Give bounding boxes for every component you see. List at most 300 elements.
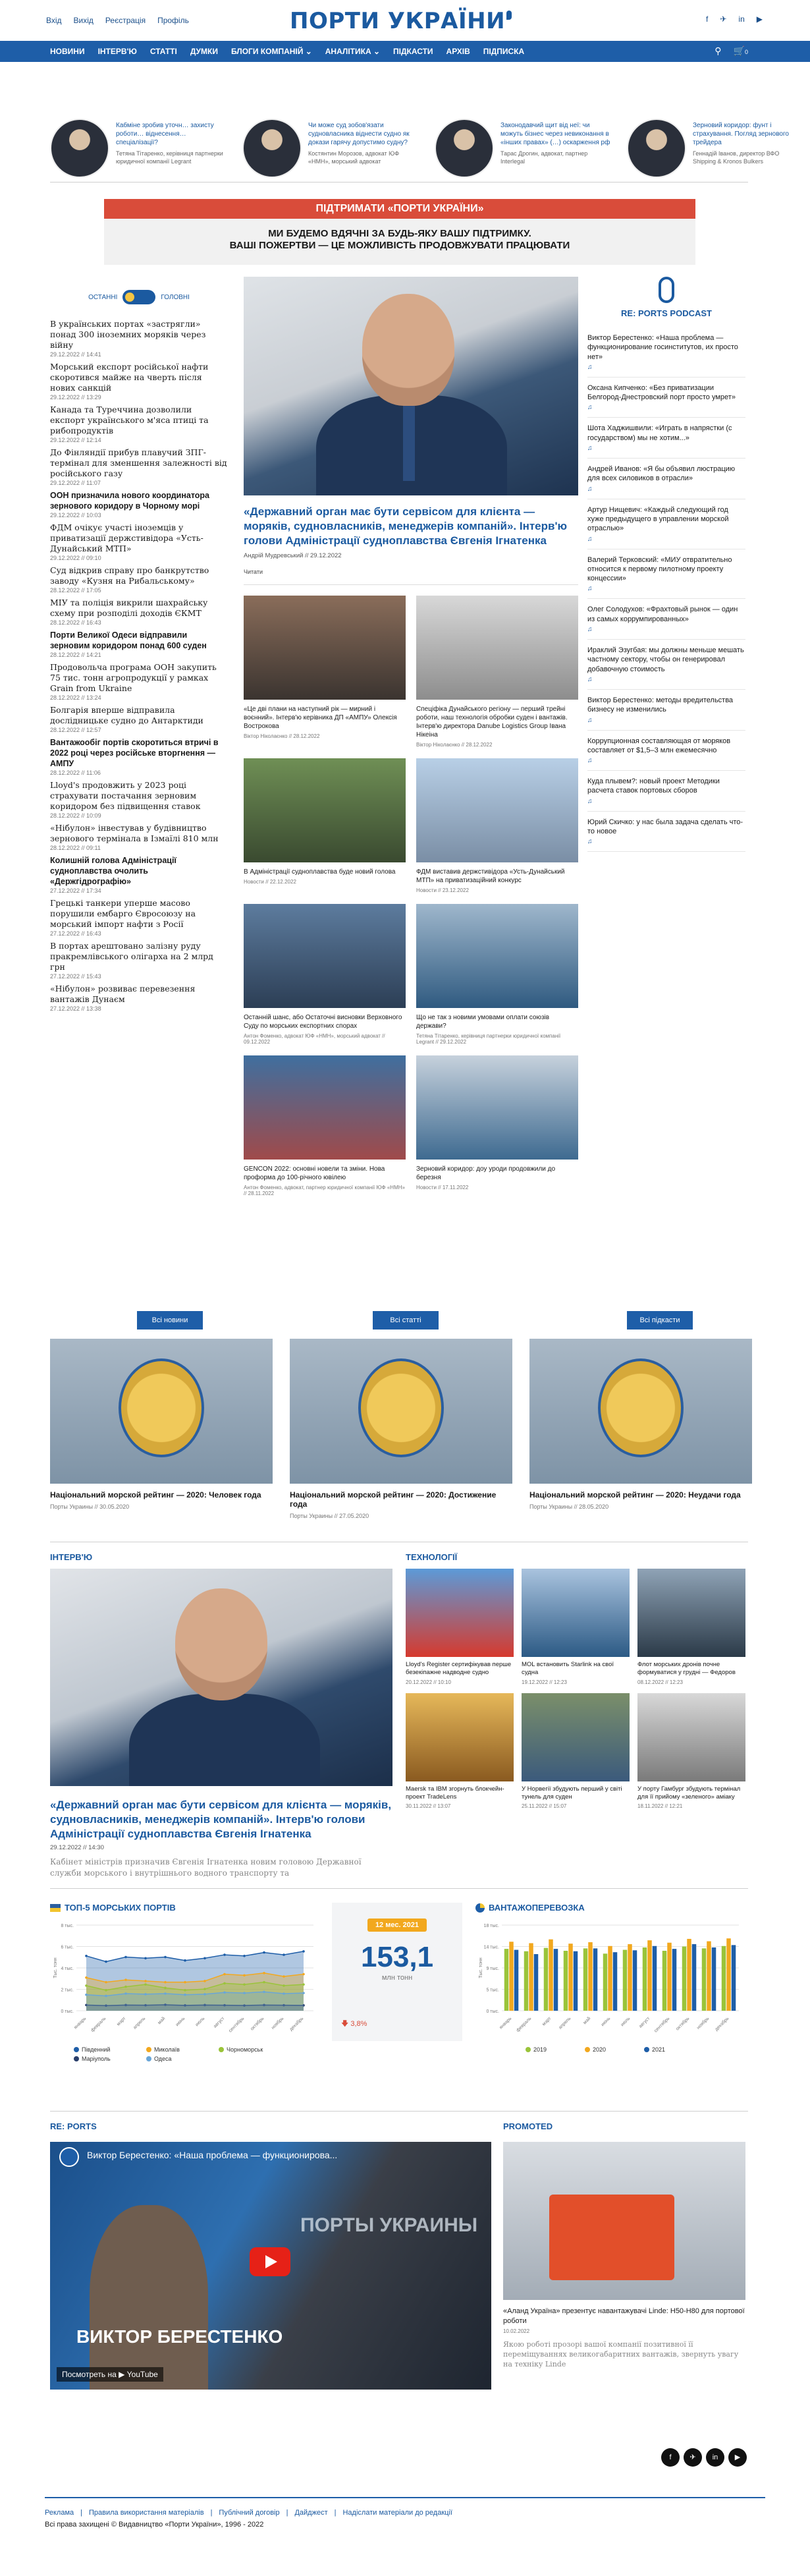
legend-label: 2021 (652, 2046, 666, 2053)
tech-image[interactable] (406, 1693, 514, 1781)
data-point (203, 1993, 206, 1996)
featured-author: Костянтин Морозов, адвокат ЮФ «НМН», морський адвокат (308, 150, 400, 165)
bar-2020 (687, 1939, 691, 2011)
interview-image[interactable] (50, 1569, 392, 1786)
podcast-title[interactable]: Ираклий Эзугбая: мы должны меньше мешать частному сектору, чтобы он генерировал добавочную стоимость (587, 646, 744, 673)
interview-excerpt: Кабінет міністрів призначив Євгенія Ігнатенка новим головою Державної служби морського і внутрішнього водного транспорту та (50, 1857, 362, 1878)
news-item[interactable] (50, 823, 228, 851)
logout-link[interactable]: Вихід (73, 16, 94, 25)
toggle-switch[interactable] (122, 290, 155, 304)
article-image[interactable] (416, 596, 578, 700)
reports-label[interactable]: RE: PORTS (50, 2121, 97, 2131)
featured-title[interactable]: Кабміне зробив уточн… захисту роботи… віднесення… спеціалізації? (116, 122, 214, 146)
bar-2020 (608, 1946, 612, 2011)
x-tick-label: май (582, 2016, 592, 2026)
news-title[interactable]: «Нібулон» інвестував у будівництво зернового термінала в Ізмаїлі 810 млн (50, 823, 219, 843)
chart-flag-icon (50, 1904, 61, 1912)
data-point (184, 1989, 186, 1992)
site-logo[interactable] (290, 8, 512, 34)
news-title[interactable]: Морський експорт російської нафти скоротився майже на чверть після нових санкцій (50, 362, 209, 393)
rating-row (50, 1339, 752, 1519)
rating-date: Порты Украины // 27.05.2020 (290, 1513, 369, 1519)
news-item[interactable] (50, 319, 228, 358)
rating-seal-icon (119, 1358, 204, 1457)
bar-2020 (509, 1942, 514, 2011)
data-point (85, 1976, 88, 1979)
article-image[interactable] (244, 1055, 406, 1160)
news-item[interactable] (50, 405, 228, 443)
nav-news[interactable]: НОВИНИ (50, 47, 85, 56)
register-link[interactable]: Реєстрація (105, 16, 146, 25)
rating-image (290, 1339, 512, 1484)
news-date: 28.12.2022 // 10:09 (50, 812, 101, 819)
tech-image[interactable] (522, 1569, 630, 1657)
kpi-unit: млн тонн (381, 1974, 413, 1982)
bar-2021 (574, 1951, 578, 2011)
y-tick-label: 18 тыс. (483, 1924, 499, 1928)
tech-title[interactable]: Флот морських дронів почне формуватися у грудні — Федоров (637, 1661, 736, 1677)
article-image[interactable] (416, 904, 578, 1008)
toggle-latest-label[interactable]: ОСТАННІ (88, 293, 118, 301)
footer-link-rules[interactable]: Правила використання матеріалів (88, 2509, 204, 2517)
footer-link-digest[interactable]: Дайджест (294, 2509, 328, 2517)
nav-articles[interactable]: СТАТТІ (149, 47, 177, 56)
article-image[interactable] (244, 596, 406, 700)
x-tick-label: декабрь (288, 2016, 305, 2032)
support-title[interactable]: ПІДТРИМАТИ «ПОРТИ УКРАЇНИ» (104, 199, 695, 219)
all-articles-button[interactable]: Всі статті (373, 1311, 439, 1330)
article-card[interactable] (416, 758, 578, 893)
podcast-item[interactable] (587, 771, 745, 812)
news-title[interactable]: Порти Великої Одеси відправили зерновим коридором понад 600 суден (50, 630, 207, 650)
bar-2019 (643, 1947, 647, 2011)
video-overlay-brand: ПОРТЫ УКРАИНЫ (300, 2214, 478, 2236)
news-item[interactable] (50, 705, 228, 733)
tech-date: 08.12.2022 // 12:23 (637, 1679, 683, 1685)
article-title[interactable]: GENCON 2022: основні новели та зміни. Нова проформа до 100-річного ювілею (244, 1165, 385, 1182)
featured-author: Тетяна Тітаренко, керівниця партнерки юридичної компанії Legrant (116, 150, 223, 165)
nav-podcasts[interactable]: ПІДКАСТИ (393, 47, 433, 56)
news-title[interactable]: Канада та Туреччина дозволили експорт українського м'яса птиці та рибопродуктів (50, 405, 209, 435)
tech-card[interactable] (522, 1569, 630, 1685)
nav-company-blogs[interactable]: БЛОГИ КОМПАНІЙ ⌄ (230, 47, 312, 56)
x-tick-label: апрель (558, 2016, 572, 2030)
rating-card[interactable] (290, 1339, 512, 1519)
article-meta: Новости // 17.11.2022 (416, 1185, 469, 1191)
news-title[interactable]: До Фінляндії прибув плавучий ЗПГ-термінал для зменшення залежності від російського газу (50, 447, 227, 478)
news-item[interactable] (50, 941, 228, 980)
tech-image[interactable] (522, 1693, 630, 1781)
news-item[interactable] (50, 898, 228, 937)
x-tick-label: февраль (90, 2016, 107, 2033)
podcast-title[interactable]: Виктор Берестенко: «Наша проблема — функционирование госинститутов, их просто нет» (587, 334, 738, 361)
tech-grid (406, 1569, 745, 1809)
promoted-date: 10.02.2022 (503, 2328, 530, 2334)
news-title[interactable]: Вантажообіг портів скоротиться втричі в 2022 році через російське вторгнення — АМПУ (50, 738, 219, 768)
tech-image[interactable] (637, 1569, 745, 1657)
featured-title[interactable]: Чи може суд зобов'язати судновласника віднести судно як докази гарячу допустимо судну? (308, 122, 410, 146)
pie-icon (475, 1903, 485, 1913)
podcast-item[interactable] (587, 599, 745, 640)
data-point (124, 1978, 127, 1981)
podcast-item[interactable] (587, 459, 745, 499)
music-note-icon: ♫ (587, 363, 593, 371)
bar-2019 (544, 1948, 549, 2011)
top-bar (0, 0, 810, 41)
watch-on-youtube[interactable]: Посмотреть на ▶ YouTube (57, 2367, 163, 2382)
music-note-icon: ♫ (587, 585, 593, 593)
support-text-line2: ВАШІ ПОЖЕРТВИ — ЦЕ МОЖЛИВІСТЬ ПРОДОВЖУВАТИ ПРАЦЮВАТИ (229, 240, 570, 251)
bar-2021 (653, 1946, 657, 2011)
music-note-icon: ♫ (587, 675, 593, 683)
news-date: 29.12.2022 // 10:03 (50, 512, 101, 518)
news-toggle[interactable] (50, 290, 228, 304)
bar-2019 (623, 1950, 628, 2011)
tech-date: 20.12.2022 // 10:10 (406, 1679, 451, 1685)
avatar (50, 119, 109, 178)
tech-title[interactable]: У Норвегії збудують перший у світі тунель для суден (522, 1785, 622, 1801)
podcast-title[interactable]: Шота Хаджишвили: «Играть в напрястки (с государством) мы не хотим...» (587, 424, 732, 442)
nav-opinions[interactable]: ДУМКИ (190, 47, 218, 56)
y-tick-label: 8 тыс. (61, 1924, 74, 1928)
podcast-title[interactable]: Куда плывем?: новый проект Методики расчета ставок портовых сборов (587, 777, 720, 795)
tech-card[interactable] (406, 1569, 514, 1685)
top5-title[interactable]: ТОП-5 МОРСЬКИХ ПОРТІВ (65, 1903, 176, 1913)
podcast-item[interactable] (587, 378, 745, 418)
podcast-title[interactable]: Олег Солодухов: «Фрахтовый рынок — один из самых коррумпированных» (587, 605, 738, 623)
nav-interview[interactable]: ІНТЕРВ'Ю (97, 47, 137, 56)
y-tick-label: 4 тыс. (61, 1967, 74, 1971)
data-point (243, 1983, 246, 1986)
main-column (244, 277, 578, 1196)
interview-date: 29.12.2022 // 14:30 (50, 1844, 104, 1852)
search-icon[interactable]: ⚲ (715, 45, 722, 56)
news-item[interactable] (50, 362, 228, 401)
music-note-icon: ♫ (587, 445, 593, 453)
rating-title[interactable]: Національний морской рейтинг — 2020: Человек года (50, 1490, 261, 1499)
separator: | (334, 2509, 337, 2517)
arrow-down-icon: 🡇 (341, 2020, 349, 2028)
data-point (203, 1957, 206, 1959)
news-title[interactable]: Болгарія вперше відправила дослідницьке судно до Антарктиди (50, 705, 203, 725)
data-point (184, 1959, 186, 1962)
article-title[interactable]: Зерновий коридор: доу уроди продовжили до березня (416, 1165, 556, 1182)
footer-links (45, 2509, 765, 2517)
news-title[interactable]: ООН призначила нового координатора зернового коридору в Чорному морі (50, 491, 210, 511)
x-tick-label: февраль (516, 2016, 533, 2033)
video-title[interactable]: Виктор Берестенко: «Наша проблема — функционирова... (87, 2150, 338, 2160)
tech-title[interactable]: У порту Гамбург збудують термінал для її прийому «зеленого» аміаку (637, 1785, 741, 1801)
news-date: 29.12.2022 // 11:07 (50, 480, 101, 486)
microphone-icon (659, 277, 674, 303)
y-tick-label: 14 тыс. (483, 1945, 499, 1950)
news-date: 29.12.2022 // 14:41 (50, 351, 101, 358)
featured-title[interactable]: Зерновий коридор: фунт і страхування. Погляд зернового трейдера (693, 122, 789, 146)
bar-2020 (707, 1942, 711, 2011)
news-item[interactable] (50, 447, 228, 486)
linkedin-icon[interactable]: in (706, 2448, 724, 2467)
footer-link-ads[interactable]: Реклама (45, 2509, 74, 2517)
podcast-item[interactable] (587, 690, 745, 731)
x-tick-label: июль (194, 2016, 206, 2028)
nav-archive[interactable]: АРХІВ (446, 47, 470, 56)
podcast-title[interactable]: Андрей Иванов: «Я бы объявил люстрацию для всех силовиков в отрасли» (587, 465, 736, 483)
news-item[interactable] (50, 780, 228, 819)
news-item[interactable] (50, 630, 228, 658)
news-date: 29.12.2022 // 13:29 (50, 394, 101, 401)
tech-image[interactable] (406, 1569, 514, 1657)
y-tick-label: 0 тыс. (61, 2009, 74, 2014)
nav-icons (715, 45, 748, 57)
article-card[interactable] (416, 1055, 578, 1196)
rating-title[interactable]: Національний морской рейтинг — 2020: Достижение года (290, 1490, 497, 1509)
bar-2019 (524, 1951, 529, 2011)
rating-date: Порты Украины // 28.05.2020 (529, 1503, 609, 1510)
reports-section (50, 2121, 491, 2390)
rating-card[interactable] (50, 1339, 273, 1519)
article-card[interactable] (416, 904, 578, 1045)
news-item[interactable] (50, 855, 228, 894)
data-point (223, 1982, 226, 1985)
support-banner[interactable] (104, 199, 695, 265)
data-point (144, 1957, 147, 1959)
article-meta: Тетяна Тітаренко, керівниця партнерки юридичної компанії Legrant // 29.12.2022 (416, 1033, 561, 1046)
data-point (283, 1975, 285, 1978)
article-image[interactable] (416, 1055, 578, 1160)
promoted-label[interactable]: PROMOTED (503, 2121, 553, 2131)
news-item[interactable] (50, 565, 228, 594)
news-title[interactable]: Суд відкрив справу про банкрутство заводу «Кузня на Рибальському» (50, 565, 209, 586)
data-point (164, 1992, 167, 1995)
news-list (50, 319, 228, 1012)
podcast-item[interactable] (587, 640, 745, 690)
podcast-item[interactable] (587, 499, 745, 549)
read-more-link[interactable]: Читати (244, 569, 578, 585)
article-card[interactable] (416, 596, 578, 748)
data-point (144, 1983, 147, 1986)
promoted-title[interactable]: «Аланд Україна» презентує навантажувачі Linde: H50-H80 для портової роботи (503, 2307, 745, 2325)
analytics-row (50, 1903, 745, 2087)
interview-section (50, 1552, 392, 1879)
data-point (302, 1973, 305, 1976)
avatar (435, 119, 494, 178)
support-text-line1: МИ БУДЕМО ВДЯЧНІ ЗА БУДЬ-ЯКУ ВАШУ ПІДТРИМКУ. (268, 228, 531, 239)
legend-label: 2019 (533, 2046, 547, 2053)
data-point (105, 1995, 107, 1998)
tech-title[interactable]: MOL встановить Starlink на свої судна (522, 1661, 614, 1677)
podcast-title[interactable]: Валерий Терковский: «МИУ отвратительно относится к первому пилотному проекту концессии» (587, 555, 732, 583)
bar-2019 (682, 1947, 687, 2011)
telegram-icon[interactable]: ✈ (720, 14, 727, 24)
podcast-title[interactable]: Оксана Кипченко: «Без приватизации Белгород-Днестровский порт просто умрет» (587, 383, 736, 402)
podcast-list (587, 327, 745, 852)
news-item[interactable] (50, 598, 228, 626)
tech-image[interactable] (637, 1693, 745, 1781)
data-point (203, 1980, 206, 1982)
linkedin-icon[interactable]: in (738, 14, 745, 24)
article-title[interactable]: В Адміністрації судноплавства буде новий голова (244, 868, 396, 876)
podcast-title[interactable]: RE: PORTS PODCAST (621, 308, 712, 318)
article-image[interactable] (416, 758, 578, 862)
bar-2021 (672, 1949, 677, 2011)
data-point (85, 1984, 88, 1987)
music-note-icon: ♫ (587, 535, 593, 543)
podcast-column (587, 277, 745, 852)
facebook-icon[interactable]: f (706, 14, 709, 24)
facebook-icon[interactable]: f (661, 2448, 680, 2467)
promoted-section (503, 2121, 745, 2370)
x-tick-label: май (157, 2016, 167, 2026)
bar-2019 (564, 1951, 568, 2011)
account-links (46, 16, 189, 25)
y-tick-label: 0 тыс. (486, 2009, 499, 2014)
data-point (243, 1974, 246, 1976)
data-point (184, 1981, 186, 1984)
youtube-icon[interactable]: ▶ (756, 14, 763, 24)
play-button-icon[interactable] (250, 2247, 290, 2276)
news-item[interactable] (50, 522, 228, 561)
bar-2020 (529, 1943, 533, 2011)
promoted-image[interactable] (503, 2142, 745, 2300)
tech-label[interactable]: ТЕХНОЛОГІЇ (406, 1552, 458, 1562)
data-point (263, 1972, 265, 1974)
bar-2019 (603, 1953, 608, 2011)
x-tick-label: октябрь (250, 2016, 265, 2032)
toggle-main-label[interactable]: ГОЛОВНІ (161, 293, 190, 301)
tech-date: 25.11.2022 // 15:07 (522, 1803, 567, 1810)
podcast-title[interactable]: Коррупционная составляющая от моряков составляет от $1,5–3 млн ежемесячно (587, 737, 731, 754)
news-title[interactable]: В українських портах «застрягли» понад 300 іноземних моряків через війну (50, 319, 206, 350)
x-tick-label: сентябрь (653, 2016, 671, 2034)
news-title[interactable]: Lloyd's продовжить у 2023 році страхувати постачання зерновим коридором без підвищення ставок (50, 780, 201, 811)
tech-card[interactable] (522, 1693, 630, 1810)
data-point (164, 1987, 167, 1990)
interview-title[interactable]: «Державний орган має бути сервісом для клієнта — моряків, судновласників, менеджерів компаній». Інтерв'ю голови Адміністрації судноплавства Євгенія Ігнатенка (50, 1799, 392, 1841)
tech-card[interactable] (637, 1569, 745, 1685)
news-title[interactable]: Колишній голова Адміністрації судноплавства очолить «Держгідрографію» (50, 856, 176, 886)
article-card[interactable] (244, 758, 406, 893)
tech-title[interactable]: Maersk та IBM згорнуть блокчейн-проект TradeLens (406, 1785, 504, 1801)
separator: | (80, 2509, 82, 2517)
podcast-title[interactable]: Виктор Берестенко: методы вредительства бизнесу не изменились (587, 696, 734, 714)
youtube-icon[interactable]: ▶ (728, 2448, 747, 2467)
podcast-title[interactable]: Юрий Скичко: у нас была задача сделать что-то новое (587, 818, 743, 836)
bar-2020 (549, 1940, 553, 2011)
interview-label[interactable]: ІНТЕРВ'Ю (50, 1552, 93, 1562)
cargo-title[interactable]: ВАНТАЖОПЕРЕВОЗКА (489, 1903, 585, 1913)
news-item[interactable] (50, 662, 228, 701)
news-item[interactable] (50, 984, 228, 1012)
bar-2021 (613, 1952, 618, 2011)
hero-meta: Андрій Мудревський // 29.12.2022 (244, 552, 342, 560)
copyright: Всі права захищені © Видавництво «Порти України», 1996 - 2022 (45, 2521, 264, 2529)
x-tick-label: декабрь (714, 2016, 730, 2032)
bar-2019 (722, 1946, 726, 2011)
data-point (302, 1983, 305, 1986)
news-title[interactable]: «Нібулон» розвиває перевезення вантажів Дунаєм (50, 984, 196, 1004)
legend-swatch (146, 2047, 151, 2052)
podcast-item[interactable] (587, 418, 745, 459)
bar-2020 (568, 1944, 573, 2011)
data-point (283, 1984, 285, 1987)
youtube-video[interactable] (50, 2142, 491, 2390)
cart-icon[interactable]: 🛒0 (733, 45, 748, 56)
profile-link[interactable]: Профіль (157, 16, 189, 25)
all-podcasts-button[interactable]: Всі підкасти (627, 1311, 693, 1330)
x-tick-label: ноябрь (271, 2016, 285, 2030)
all-news-button[interactable]: Всі новини (137, 1311, 203, 1330)
article-title[interactable]: Останній шанс, або Остаточні висновки Верховного Суду по морських експортних спорах (244, 1014, 402, 1030)
news-item[interactable] (50, 737, 228, 776)
nav-subscription[interactable]: ПІДПИСКА (483, 47, 525, 56)
article-card[interactable] (244, 596, 406, 748)
podcast-item[interactable] (587, 812, 745, 853)
news-title[interactable]: В портах арештовано залізну руду пракремлівського олігарха на 2 млрд грн (50, 941, 213, 972)
hero-image[interactable] (244, 277, 578, 495)
article-cards (244, 596, 578, 1196)
article-title[interactable]: Що не так з новими умовами оплати союзів держави? (416, 1014, 550, 1030)
bar-2019 (702, 1948, 707, 2011)
bar-2021 (534, 1954, 539, 2011)
hero-title[interactable]: «Державний орган має бути сервісом для клієнта — моряків, судновласників, менеджерів компаній». Інтерв'ю голови Адміністрації судноплавства Євгенія Ігнатенка (244, 505, 568, 547)
article-image[interactable] (244, 758, 406, 862)
article-image[interactable] (244, 904, 406, 1008)
video-person (90, 2205, 208, 2390)
article-card[interactable] (244, 1055, 406, 1196)
podcast-item[interactable] (587, 549, 745, 600)
kpi-card (332, 1903, 462, 2041)
rating-title[interactable]: Національний морской рейтинг — 2020: Неудачи года (529, 1490, 741, 1499)
news-title[interactable]: МІУ та поліція викрили шахрайську схему при розподілі доходів ЄКМТ (50, 598, 208, 618)
news-date: 27.12.2022 // 17:34 (50, 887, 101, 894)
featured-title[interactable]: Законодавчий щит від неї: чи можуть бізнес через невиконання в «інших правах» (…) оскарження рф (500, 122, 610, 146)
article-title[interactable]: Спеціфіка Дунайського регіону — перший трейні роботи, наш технологія обробки суден і вантажів. Інтерв'ю директора Danube Logistics Group Івана Нікеіна (416, 706, 568, 739)
footer-link-submit[interactable]: Надіслати матеріали до редакції (342, 2509, 452, 2517)
podcast-item[interactable] (587, 327, 745, 378)
tech-card[interactable] (406, 1693, 514, 1810)
avatar (627, 119, 686, 178)
article-title[interactable]: ФДМ виставив держстивідора «Усть-Дунайський МТП» на приватизаційний конкурс (416, 868, 565, 885)
rating-seal-icon (358, 1358, 444, 1457)
article-card[interactable] (244, 904, 406, 1045)
data-point (223, 1991, 226, 1994)
podcast-title[interactable]: Артур Нищевич: «Каждый следующий год хуже предыдущего в управлении морской отраслью» (587, 505, 729, 533)
news-date: 28.12.2022 // 14:21 (50, 652, 101, 658)
legend-swatch (74, 2056, 79, 2061)
promoted-excerpt: Якою роботі прозорі вашої компанії позитивної її переміщуваннях великогабаритних вантажів, звернуть увагу на техніку Linde (503, 2339, 739, 2369)
rating-card[interactable] (529, 1339, 752, 1519)
news-title[interactable]: Грецькі танкери уперше масово порушили ембарго Євросоюзу на морський імпорт нафти з Росії (50, 898, 196, 929)
data-point (85, 1994, 88, 1996)
news-title[interactable]: ФДМ очікує участі іноземців у приватизації держстивідора «Усть-Дунайський МТП» (50, 522, 203, 553)
bar-2020 (628, 1944, 632, 2011)
video-overlay-name: ВИКТОР БЕРЕСТЕНКО (76, 2326, 283, 2347)
bar-2021 (633, 1950, 637, 2011)
news-title[interactable]: Продовольча програма ООН закупить 75 тис. тонн агропродукції у рамках Grain from Ukraine (50, 662, 217, 693)
telegram-icon[interactable]: ✈ (684, 2448, 702, 2467)
tech-card[interactable] (637, 1693, 745, 1810)
nav-analytics[interactable]: АНАЛІТИКА ⌄ (325, 47, 380, 56)
podcast-item[interactable] (587, 731, 745, 771)
interview-figure-head (175, 1588, 267, 1700)
footer-link-contract[interactable]: Публічний договір (219, 2509, 280, 2517)
login-link[interactable]: Вхід (46, 16, 62, 25)
news-item[interactable] (50, 490, 228, 518)
article-title[interactable]: «Це дві плани на наступний рік — мирний і воєнний». Інтерв'ю керівника ДП «АМПУ» Олексія Вострокова (244, 706, 397, 731)
social-links-bottom (661, 2448, 747, 2467)
tech-title[interactable]: Lloyd's Register сертифікував перше безекіпажне надводне судно (406, 1661, 512, 1677)
channel-logo[interactable] (59, 2147, 79, 2167)
